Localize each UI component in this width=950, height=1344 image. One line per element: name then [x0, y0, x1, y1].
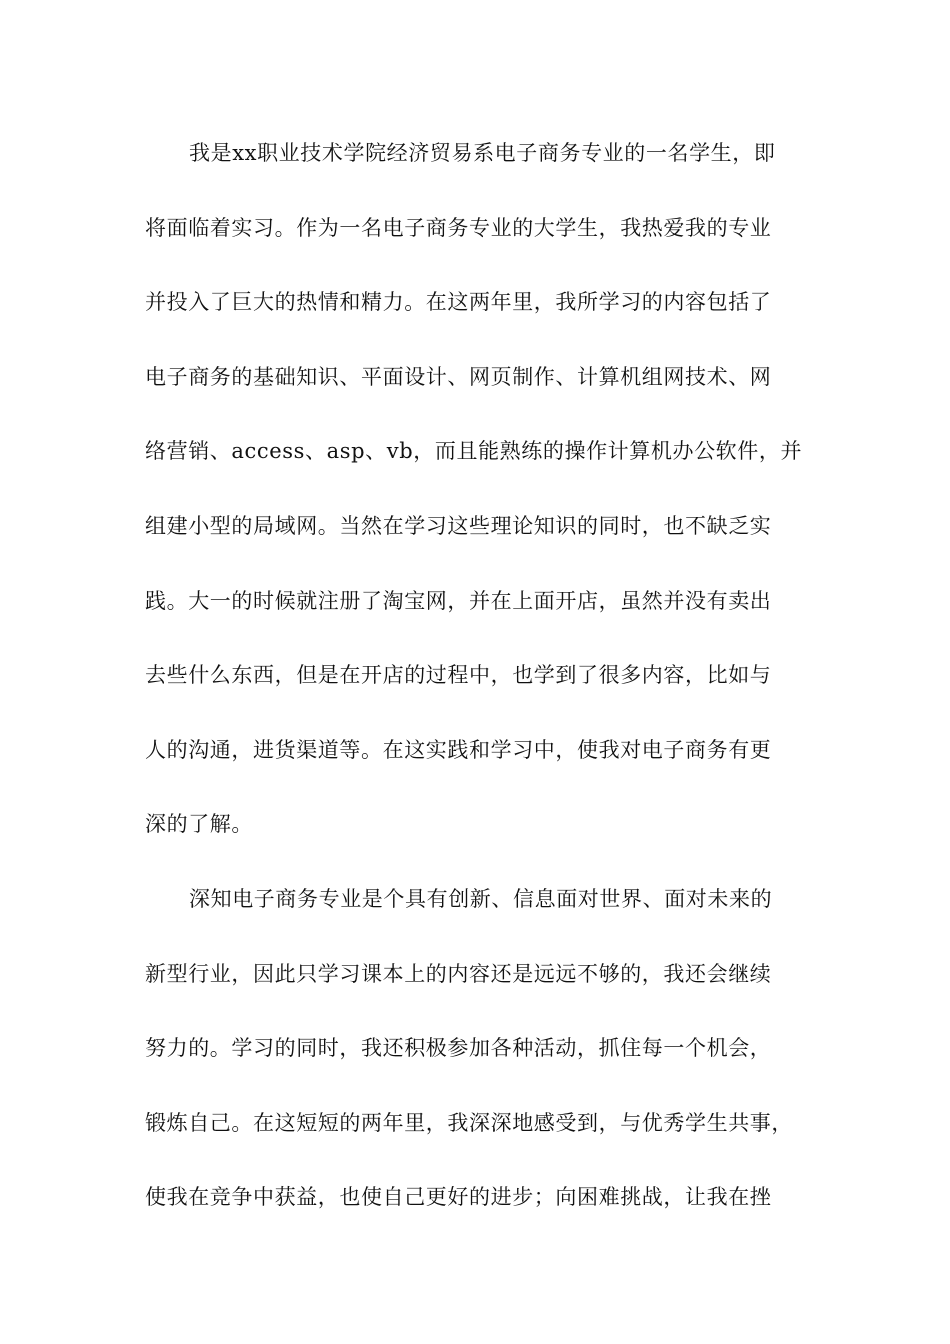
paragraph-line: 去些什么东西，但是在开店的过程中，也学到了很多内容，比如与 [145, 663, 772, 688]
paragraph-line: 组建小型的局域网。当然在学习这些理论知识的同时，也不缺乏实 [145, 513, 772, 538]
paragraph-line: 努力的。学习的同时，我还积极参加各种活动，抓住每一个机会， [145, 1036, 772, 1061]
paragraph-line: 我是xx职业技术学院经济贸易系电子商务专业的一名学生，即 [189, 141, 776, 165]
document-body [145, 133, 825, 1252]
paragraph-2 [145, 879, 825, 1252]
paragraph-line: 将面临着实习。作为一名电子商务专业的大学生，我热爱我的专业 [145, 215, 772, 240]
paragraph-line: 人的沟通，进货渠道等。在这实践和学习中，使我对电子商务有更 [145, 737, 772, 762]
paragraph-line: 电子商务的基础知识、平面设计、网页制作、计算机组网技术、网 [145, 364, 772, 389]
paragraph-1 [145, 133, 825, 879]
paragraph-line: 络营销、access、asp、vb，而且能熟练的操作计算机办公软件，并 [145, 439, 803, 464]
paragraph-line: 深知电子商务专业是个具有创新、信息面对世界、面对未来的 [189, 886, 773, 911]
paragraph-line: 并投入了巨大的热情和精力。在这两年里，我所学习的内容包括了 [145, 290, 772, 315]
paragraph-line: 深的了解。 [145, 812, 253, 837]
paragraph-line: 践。大一的时候就注册了淘宝网，并在上面开店，虽然并没有卖出 [145, 588, 772, 613]
paragraph-line: 新型行业，因此只学习课本上的内容还是远远不够的，我还会继续 [145, 961, 772, 986]
paragraph-line: 锻炼自己。在这短短的两年里，我深深地感受到，与优秀学生共事， [145, 1110, 793, 1135]
paragraph-line: 使我在竞争中获益，也使自己更好的进步；向困难挑战，让我在挫 [145, 1185, 772, 1210]
